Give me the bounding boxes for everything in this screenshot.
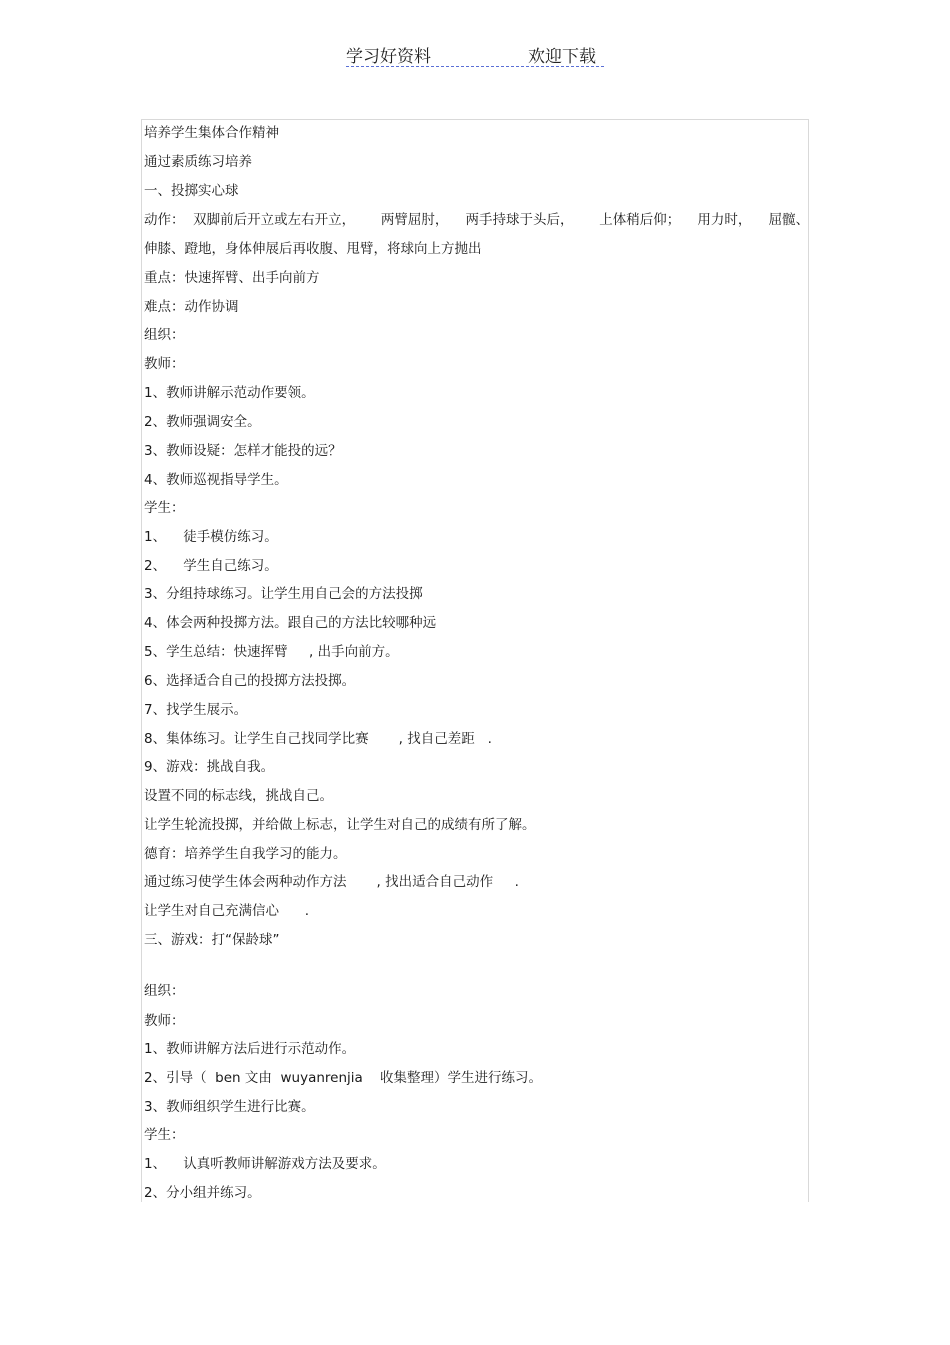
text-line: 动作： 双脚前后开立或左右开立， 两臂屈肘， 两手持球于头后， 上体稍后仰； 用力时， 屈髋、 <box>144 212 810 228</box>
text-line: 教师： <box>144 1013 185 1029</box>
page-header <box>346 40 604 67</box>
text-line: 让学生轮流投掷，并给做上标志，让学生对自己的成绩有所了解。 <box>144 817 536 833</box>
text-line: 学生： <box>144 1127 185 1143</box>
section-heading: 一、投掷实心球 <box>144 183 239 199</box>
text-line: 1、 认真听教师讲解游戏方法及要求。 <box>144 1156 386 1172</box>
text-line: 4、体会两种投掷方法。跟自己的方法比较哪种远 <box>144 615 437 631</box>
text-line: 让学生对自己充满信心 . <box>144 903 310 919</box>
section-heading: 三、游戏：打“保龄球” <box>144 932 280 948</box>
header-left-text: 学习好资料 <box>346 47 431 67</box>
text-line: 2、分小组并练习。 <box>144 1185 261 1201</box>
text-line: 2、引导（ ben 文由 wuyanrenjia 收集整理）学生进行练习。 <box>144 1070 542 1086</box>
text-line: 通过练习使学生体会两种动作方法 , 找出适合自己动作 . <box>144 874 519 890</box>
text-line: 组织： <box>144 327 185 343</box>
text-line: 学生： <box>144 500 185 516</box>
text-line: 1、教师讲解示范动作要领。 <box>144 385 315 401</box>
text-line: 2、 学生自己练习。 <box>144 558 278 574</box>
text-line: 设置不同的标志线，挑战自己。 <box>144 788 333 804</box>
text-line: 1、教师讲解方法后进行示范动作。 <box>144 1041 356 1057</box>
text-line: 1、 徒手模仿练习。 <box>144 529 278 545</box>
header-right-text: 欢迎下载 <box>528 47 596 67</box>
text-line: 4、教师巡视指导学生。 <box>144 472 288 488</box>
text-line: 9、游戏：挑战自我。 <box>144 759 275 775</box>
text-line: 伸膝、蹬地，身体伸展后再收腹、甩臂，将球向上方抛出 <box>144 241 482 257</box>
text-line: 重点：快速挥臂、出手向前方 <box>144 270 320 286</box>
text-line: 德育：培养学生自我学习的能力。 <box>144 846 347 862</box>
text-line: 教师： <box>144 356 185 372</box>
text-line: 组织： <box>144 983 185 999</box>
text-line: 通过素质练习培养 <box>144 154 252 170</box>
text-line: 2、教师强调安全。 <box>144 414 261 430</box>
text-line: 3、分组持球练习。让学生用自己会的方法投掷 <box>144 586 423 602</box>
text-line: 难点：动作协调 <box>144 299 239 315</box>
text-line: 8、集体练习。让学生自己找同学比赛 , 找自己差距 . <box>144 731 492 747</box>
text-line: 6、选择适合自己的投掷方法投掷。 <box>144 673 356 689</box>
text-line: 3、教师组织学生进行比赛。 <box>144 1099 315 1115</box>
text-line: 3、教师设疑：怎样才能投的远？ <box>144 443 342 459</box>
text-line: 培养学生集体合作精神 <box>144 125 279 141</box>
text-line: 7、找学生展示。 <box>144 702 248 718</box>
text-line: 5、学生总结：快速挥臂 , 出手向前方。 <box>144 644 399 660</box>
